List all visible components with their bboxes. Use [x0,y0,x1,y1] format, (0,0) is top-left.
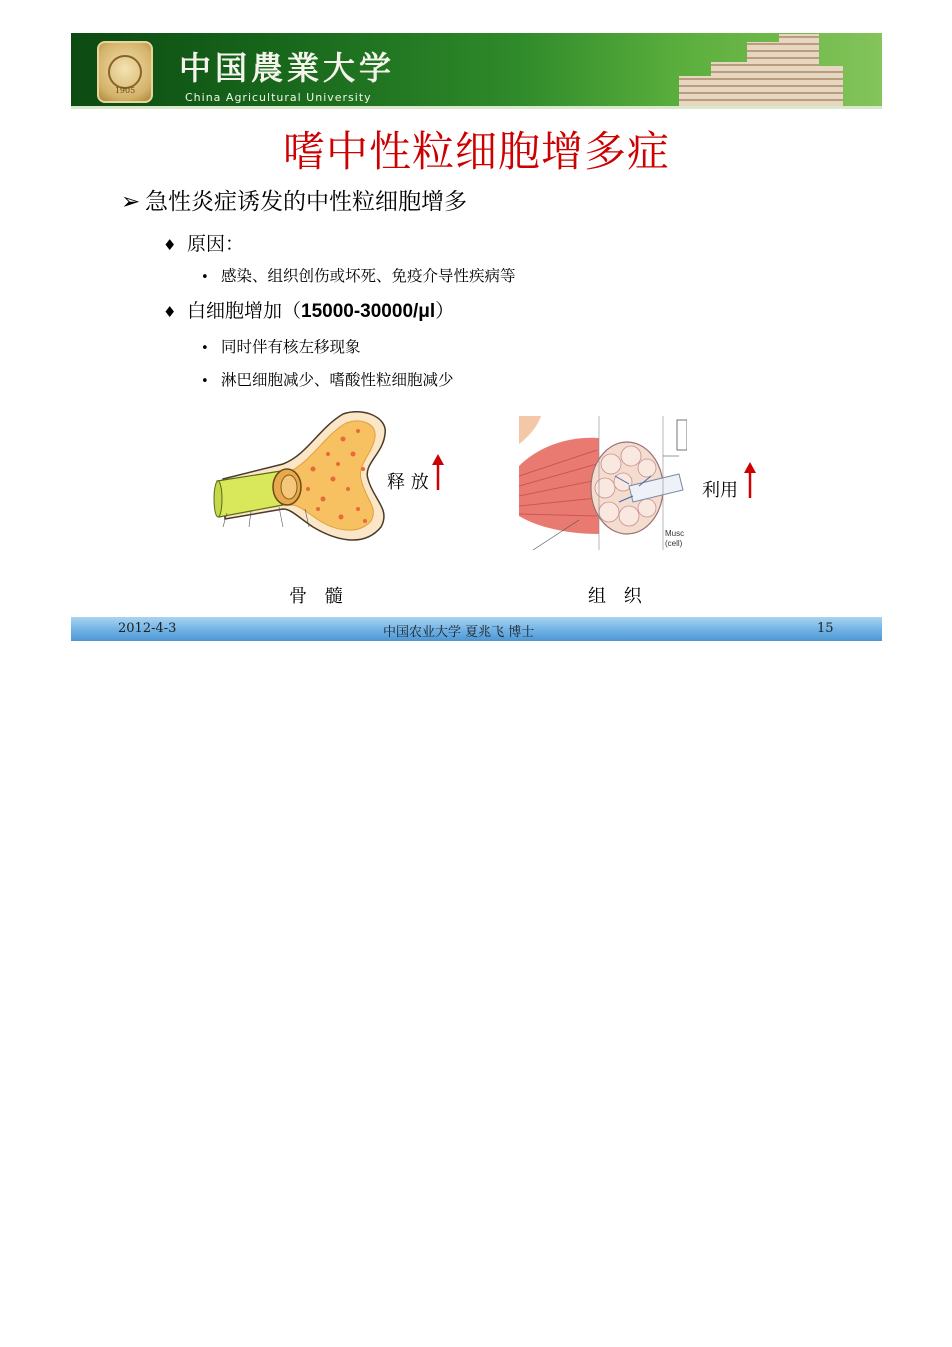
utilize-label: 利用 [702,480,738,501]
bone-marrow-caption: 骨 髓 [289,586,349,607]
slide-title: 嗜中性粒细胞增多症 [282,127,670,176]
header-banner [71,33,882,109]
footer-date: 2012-4-3 [118,621,177,636]
bullet-text: 急性炎症诱发的中性粒细胞增多 [145,189,467,215]
bullet-text: 淋巴细胞减少、嗜酸性粒细胞减少 [221,371,454,389]
page-number: 15 [817,621,834,636]
up-arrow-icon [431,454,445,490]
release-label: 释 放 [387,472,429,493]
diamond-bullet-icon: ♦ [163,236,177,254]
logo-year: 1905 [114,86,136,95]
building-image [817,66,843,106]
university-name-cn: 中国農業大学 [179,49,396,87]
bullet-text: ） [435,300,455,322]
cell-label: (cell) [665,539,683,548]
bone-marrow-illustration [213,409,395,549]
bullet-cause [163,229,244,256]
arrow-bullet-icon: ➢ [121,189,141,215]
bullet-cause-item [201,264,516,286]
footer-author: 中国农业大学 夏兆飞 博士 [383,625,535,640]
university-logo [97,41,153,103]
bullet-wbc [163,296,454,323]
bullet-level1 [121,183,467,216]
banner-stripe [71,106,882,109]
logo-seal [108,55,142,89]
university-name-en: China Agricultural University [185,91,372,104]
building-image [747,42,781,106]
bullet-wbc-item [201,368,454,390]
bullet-text: 白细胞增加（ [187,300,302,322]
slide [71,33,882,641]
muscle-label: Musc [665,529,685,538]
bullet-text: 同时伴有核左移现象 [221,338,361,356]
dot-bullet-icon: • [201,270,209,285]
bullet-text: 原因： [187,233,245,255]
bullet-wbc-item [201,335,361,357]
dot-bullet-icon: • [201,341,209,356]
slide-footer [71,617,882,641]
muscle-tissue-illustration [519,416,687,550]
building-image [779,34,819,106]
bullet-text: 感染、组织创伤或坏死、免疫介导性疾病等 [221,267,516,285]
dot-bullet-icon: • [201,374,209,389]
tissue-caption: 组 织 [588,586,648,607]
up-arrow-icon [743,462,757,498]
diamond-bullet-icon: ♦ [163,303,177,321]
wbc-range: 15000-30000/μl [301,301,436,322]
